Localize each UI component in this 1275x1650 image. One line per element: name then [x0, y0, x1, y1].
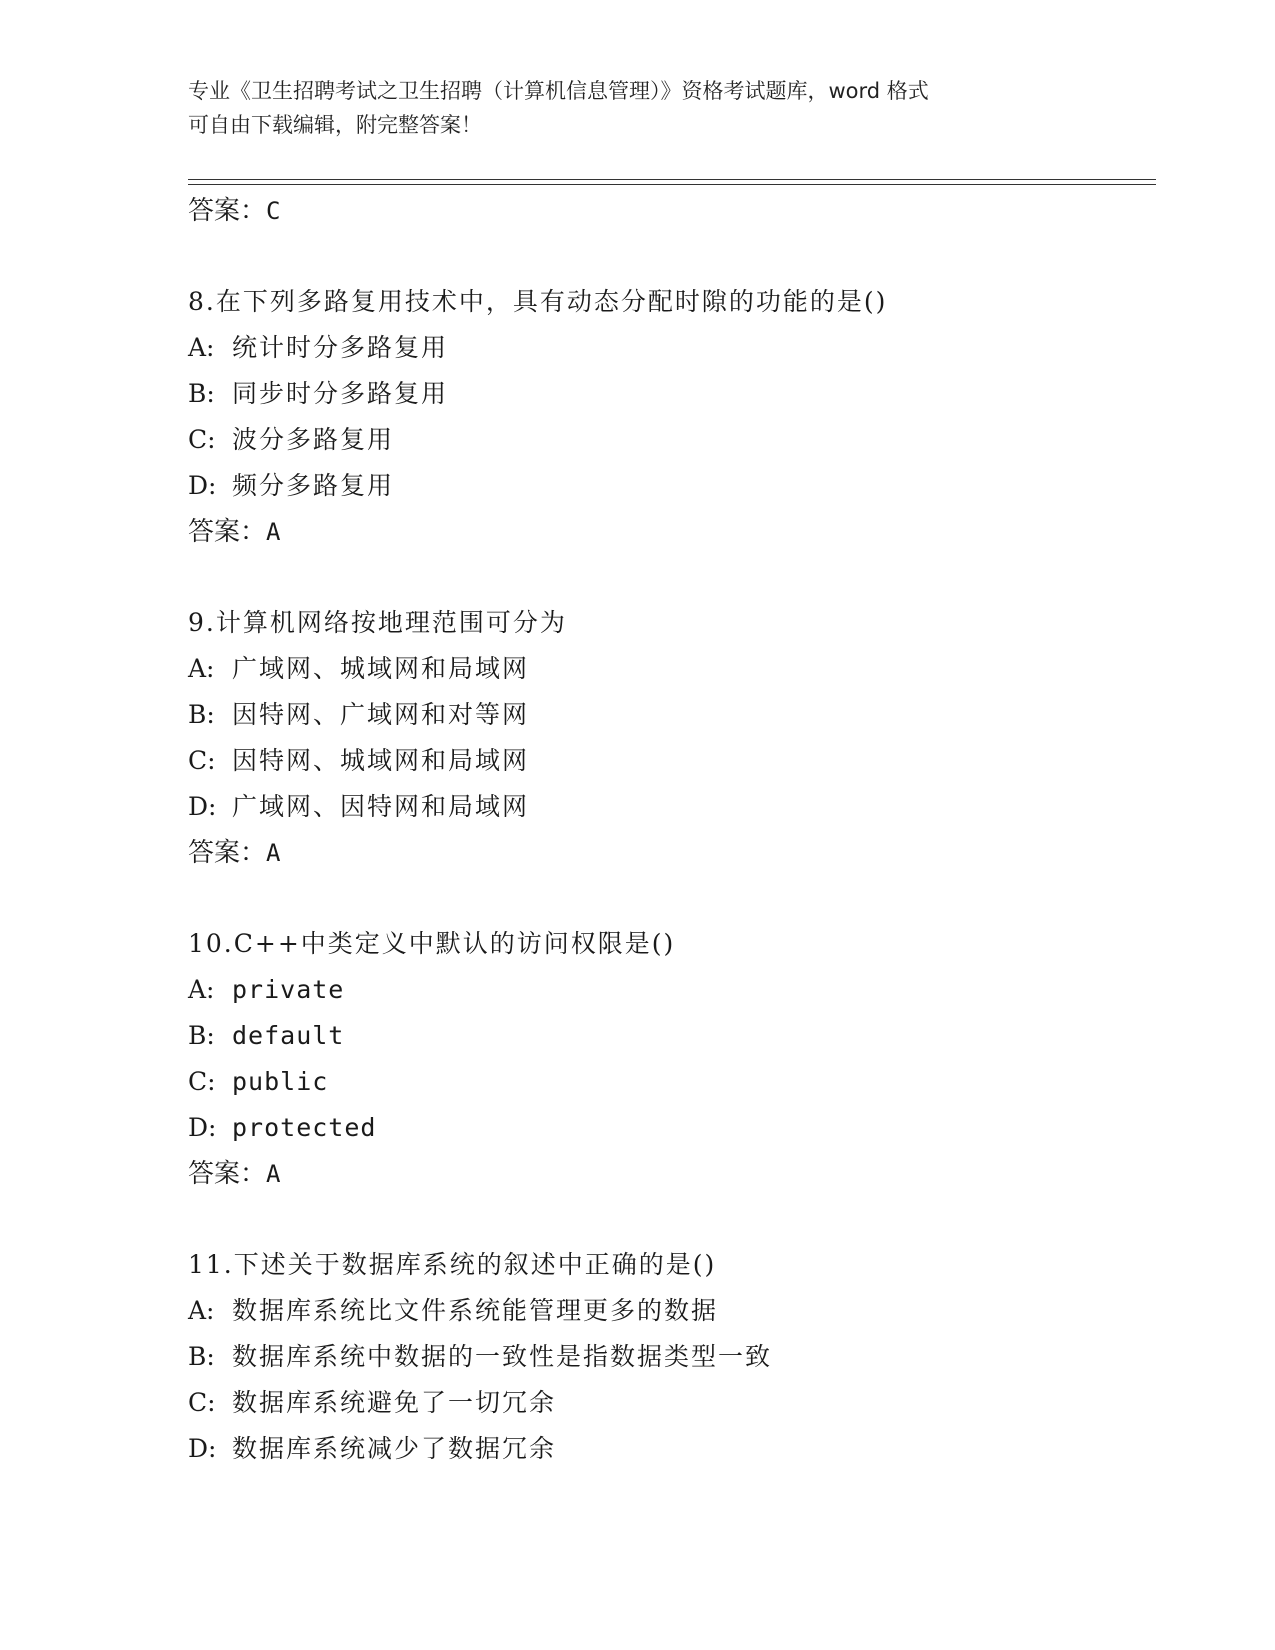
- answer-line: [188, 509, 1156, 555]
- header-rule-top: [188, 179, 1156, 180]
- option-b: B: 数据库系统中数据的一致性是指数据类型一致: [188, 1342, 773, 1371]
- question-title: 10.C++中类定义中默认的访问权限是(): [188, 929, 676, 958]
- answer-label: 答案：: [188, 1159, 267, 1189]
- answer-line: [188, 188, 1156, 234]
- question-title: 8.在下列多路复用技术中，具有动态分配时隙的功能的是(): [188, 287, 888, 316]
- answer-value: A: [266, 518, 281, 546]
- question-title: 11.下述关于数据库系统的叙述中正确的是(): [188, 1250, 717, 1279]
- answer-value: A: [266, 839, 281, 867]
- option-d: D: protected: [188, 1113, 377, 1142]
- document-header: [188, 74, 1088, 142]
- option-a: A: 数据库系统比文件系统能管理更多的数据: [188, 1296, 719, 1325]
- question-block: [188, 600, 1156, 876]
- option-c: C: 数据库系统避免了一切冗余: [188, 1388, 557, 1417]
- answer-value: A: [266, 1160, 281, 1188]
- question-block: [188, 1242, 1156, 1472]
- option-c: C: 因特网、城域网和局域网: [188, 746, 530, 775]
- option-d: D: 广域网、因特网和局域网: [188, 792, 530, 821]
- header-line-1: 专业《卫生招聘考试之卫生招聘（计算机信息管理）》资格考试题库，word 格式: [188, 79, 929, 103]
- header-line-2: 可自由下载编辑，附完整答案！: [188, 113, 482, 137]
- question-block: [188, 279, 1156, 555]
- question-list: [188, 188, 1156, 1472]
- option-b: B: default: [188, 1021, 345, 1050]
- option-b: B: 因特网、广域网和对等网: [188, 700, 530, 729]
- answer-label: 答案：: [188, 196, 267, 226]
- answer-line: [188, 830, 1156, 876]
- answer-value: C: [266, 197, 281, 225]
- option-b: B: 同步时分多路复用: [188, 379, 449, 408]
- option-a: A: private: [188, 975, 345, 1004]
- option-a: A: 广域网、城域网和局域网: [188, 654, 530, 683]
- option-a: A: 统计时分多路复用: [188, 333, 449, 362]
- option-c: C: public: [188, 1067, 329, 1096]
- question-title: 9.计算机网络按地理范围可分为: [188, 608, 567, 637]
- answer-label: 答案：: [188, 838, 267, 868]
- option-c: C: 波分多路复用: [188, 425, 395, 454]
- answer-label: 答案：: [188, 517, 267, 547]
- question-block: [188, 921, 1156, 1197]
- answer-line: [188, 1151, 1156, 1197]
- option-d: D: 频分多路复用: [188, 471, 395, 500]
- option-d: D: 数据库系统减少了数据冗余: [188, 1434, 557, 1463]
- header-rule-bottom: [188, 184, 1156, 185]
